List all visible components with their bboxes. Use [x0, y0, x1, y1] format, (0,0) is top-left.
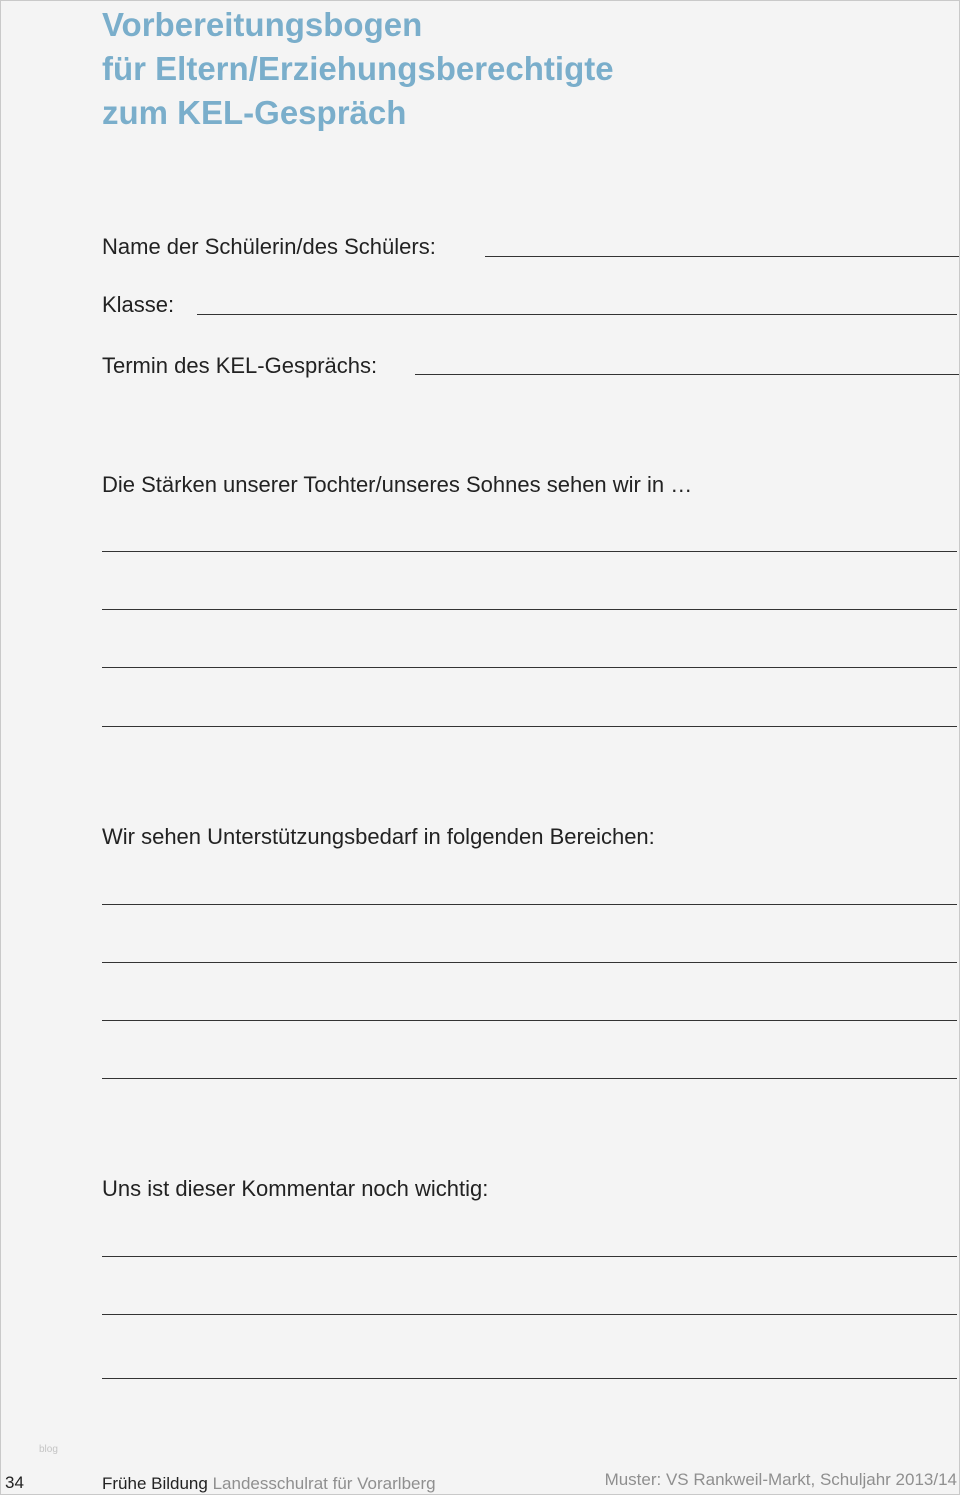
kommentar-line-1[interactable]: [102, 1256, 957, 1257]
staerken-line-1[interactable]: [102, 551, 957, 552]
termin-label: Termin des KEL-Gesprächs:: [102, 353, 378, 378]
kommentar-line-3[interactable]: [102, 1378, 957, 1379]
klasse-label: Klasse:: [102, 292, 175, 317]
footer-sample-note: Muster: VS Rankweil-Markt, Schuljahr 2013/14: [604, 1470, 957, 1489]
unterstuetzung-line-2[interactable]: [102, 962, 957, 963]
termin-input-line[interactable]: [415, 374, 959, 375]
staerken-line-4[interactable]: [102, 726, 957, 727]
kommentar-line-2[interactable]: [102, 1314, 957, 1315]
watermark-text: blog: [39, 1444, 58, 1455]
staerken-line-3[interactable]: [102, 667, 957, 668]
footer-publisher: Landesschulrat für Vorarlberg: [212, 1474, 436, 1493]
page-number: 34: [5, 1473, 24, 1492]
title-line-2: für Eltern/Erziehungsberechtigte: [102, 50, 614, 87]
unterstuetzung-prompt: Wir sehen Unterstützungsbedarf in folgenden Bereichen:: [102, 824, 655, 849]
footer-credit: [102, 1474, 436, 1494]
unterstuetzung-line-1[interactable]: [102, 904, 957, 905]
staerken-line-2[interactable]: [102, 609, 957, 610]
title-line-3: zum KEL-Gespräch: [102, 94, 407, 131]
staerken-prompt: Die Stärken unserer Tochter/unseres Sohnes sehen wir in …: [102, 472, 693, 497]
footer-brand: Frühe Bildung: [102, 1474, 208, 1493]
page-title: [102, 3, 614, 135]
kommentar-prompt: Uns ist dieser Kommentar noch wichtig:: [102, 1176, 489, 1201]
klasse-input-line[interactable]: [197, 314, 957, 315]
name-label: Name der Schülerin/des Schülers:: [102, 234, 436, 259]
unterstuetzung-line-3[interactable]: [102, 1020, 957, 1021]
title-line-1: Vorbereitungsbogen: [102, 6, 423, 43]
unterstuetzung-line-4[interactable]: [102, 1078, 957, 1079]
name-input-line[interactable]: [485, 256, 959, 257]
